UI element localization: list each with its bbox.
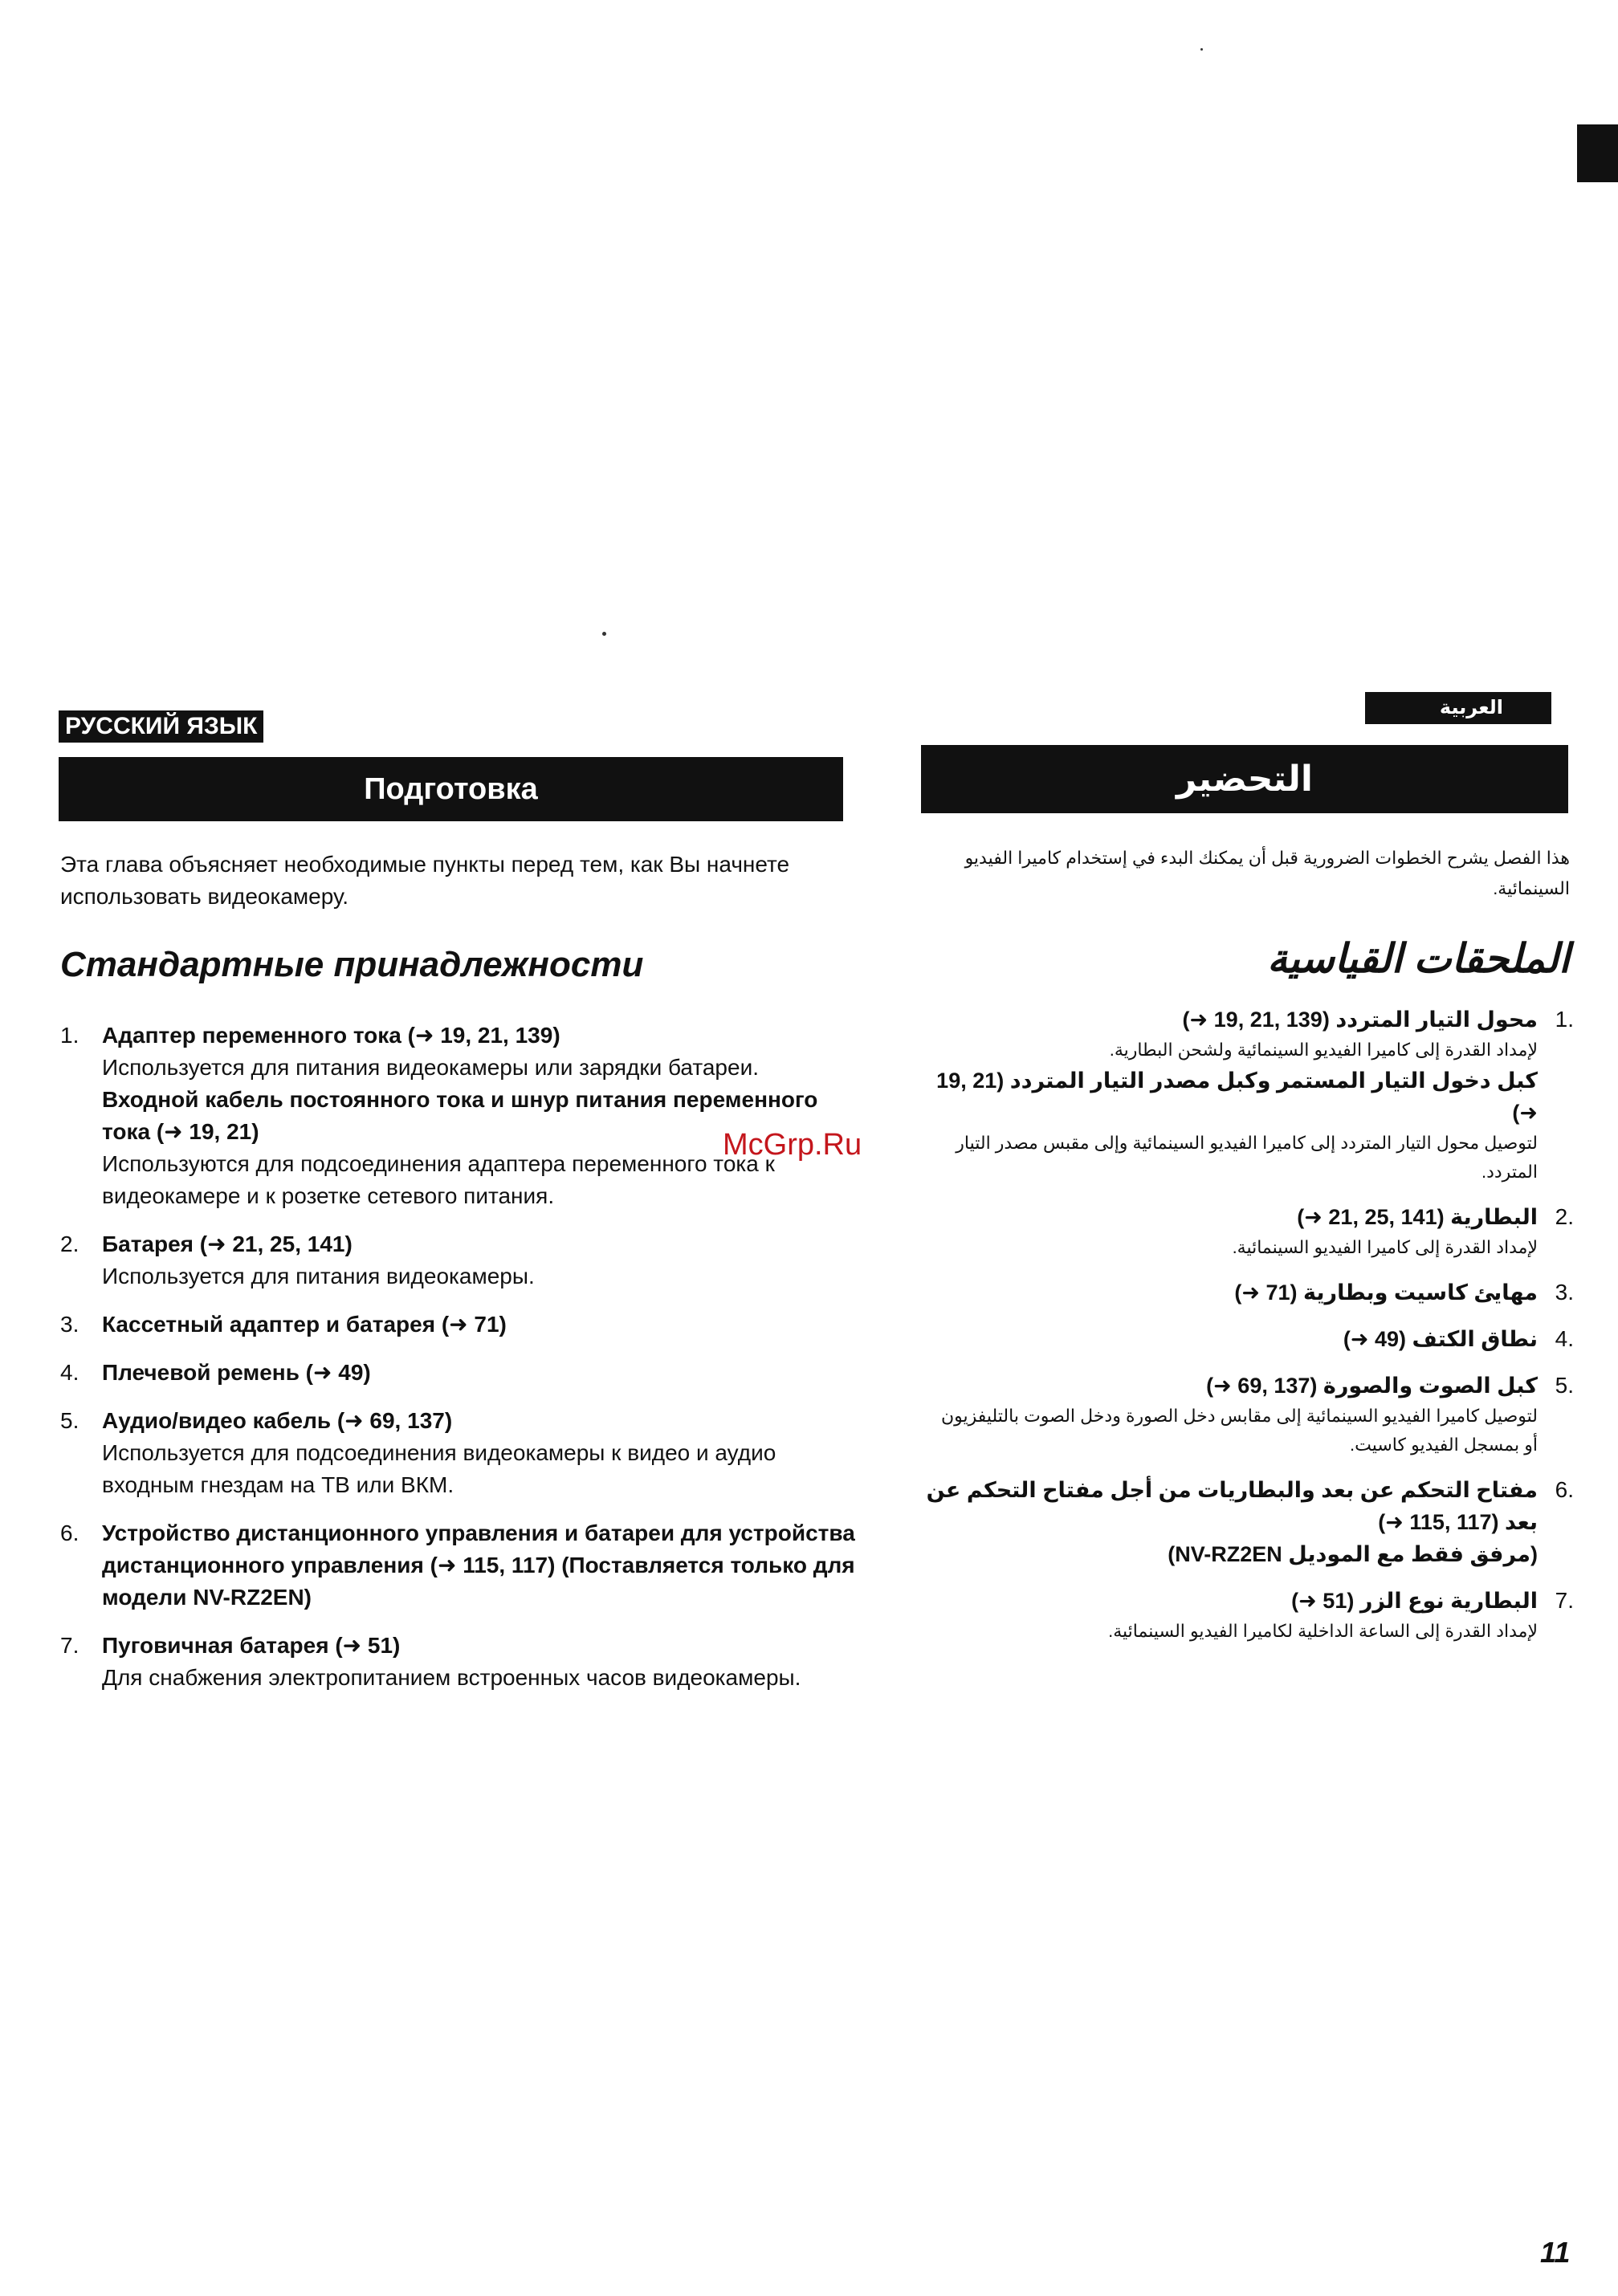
arabic-language-label xyxy=(1365,692,1551,724)
list-item xyxy=(923,1003,1574,1187)
item-heading: Плечевой ремень (➜ 49) xyxy=(102,1360,371,1385)
item-heading: كبل دخول التيار المستمر وكبل مصدر التيار المتردد (21 ,19 ➜) xyxy=(936,1069,1538,1125)
russian-accessory-list xyxy=(60,1020,863,1710)
item-description: Для снабжения электропитанием встроенных часов видеокамеры. xyxy=(102,1665,801,1690)
item-heading: البطارية (141 ,25 ,21 ➜) xyxy=(1297,1205,1538,1229)
russian-intro: Эта глава объясняет необходимые пункты перед тем, как Вы начнете использовать видеокамеру. xyxy=(60,852,790,909)
list-item xyxy=(60,1228,863,1293)
item-number: 5. xyxy=(60,1408,79,1433)
list-item xyxy=(60,1309,863,1341)
item-number: 7. xyxy=(60,1633,79,1658)
item-heading: Батарея (➜ 21, 25, 141) xyxy=(102,1231,353,1256)
list-item xyxy=(60,1405,863,1501)
item-description: لإمداد القدرة إلى الساعة الداخلية لكاميرا الفيديو السينمائية. xyxy=(1108,1621,1538,1641)
item-heading: Адаптер переменного тока (➜ 19, 21, 139) xyxy=(102,1023,560,1048)
item-number: .5 xyxy=(1555,1373,1574,1398)
item-heading: كبل الصوت والصورة (137 ,69 ➜) xyxy=(1206,1374,1538,1398)
item-description: لتوصيل كاميرا الفيديو السينمائية إلى مقابس دخل الصورة ودخل الصوت بالتليفزيون أو بمسجل الفيديو كاسيت. xyxy=(940,1406,1538,1455)
item-heading: Входной кабель постоянного тока и шнур питания переменного тока (➜ 19, 21) xyxy=(102,1087,818,1144)
item-heading: Пуговичная батарея (➜ 51) xyxy=(102,1633,401,1658)
list-item xyxy=(923,1585,1574,1646)
item-description: Используется для подсоединения видеокамеры к видео и аудио входным гнездам на ТВ или ВКМ. xyxy=(102,1440,776,1497)
item-heading: Аудио/видео кабель (➜ 69, 137) xyxy=(102,1408,453,1433)
list-item xyxy=(60,1630,863,1694)
russian-section-title: Стандартные принадлежности xyxy=(60,945,644,984)
arabic-section-title: الملحقات القياسية xyxy=(1267,936,1570,981)
list-item xyxy=(923,1370,1574,1459)
list-item xyxy=(923,1201,1574,1262)
item-number: 1. xyxy=(60,1023,79,1048)
item-number: 3. xyxy=(60,1312,79,1337)
item-description: لتوصيل محول التيار المتردد إلى كاميرا الفيديو السينمائية وإلى مقبس مصدر التيار المتردد. xyxy=(956,1133,1538,1182)
arabic-accessory-list xyxy=(923,1003,1574,1660)
item-heading: Кассетный адаптер и батарея (➜ 71) xyxy=(102,1312,507,1337)
list-item xyxy=(60,1517,863,1614)
item-heading: مهايئ كاسيت وبطارية (71 ➜) xyxy=(1234,1280,1538,1305)
item-number: 4. xyxy=(60,1360,79,1385)
arabic-intro: هذا الفصل يشرح الخطوات الضرورية قبل أن يمكنك البدء في إستخدام كاميرا الفيديو السينمائية. xyxy=(964,848,1570,898)
item-description: Используются для подсоединения адаптера переменного тока к видеокамере и к розетке сетевого питания. xyxy=(102,1151,775,1208)
russian-language-label: РУССКИЙ ЯЗЫК xyxy=(59,710,263,743)
list-item xyxy=(923,1323,1574,1355)
page-number: 11 xyxy=(1540,2236,1571,2269)
item-description: لإمداد القدرة إلى كاميرا الفيديو السينمائية. xyxy=(1232,1237,1538,1257)
item-number: .3 xyxy=(1555,1280,1574,1305)
item-description: Используется для питания видеокамеры. xyxy=(102,1264,535,1288)
list-item xyxy=(60,1020,863,1212)
item-number: .1 xyxy=(1555,1007,1574,1032)
item-number: .7 xyxy=(1555,1588,1574,1613)
item-heading: محول التيار المتردد (139 ,21 ,19 ➜) xyxy=(1182,1008,1538,1032)
item-number: .4 xyxy=(1555,1326,1574,1351)
item-heading: Устройство дистанционного управления и батареи для устройства дистанционного управления (➜ 115, 117) (Поставляется только для модели NV-RZ2EN) xyxy=(102,1520,855,1610)
item-number: 6. xyxy=(60,1520,79,1545)
item-heading: مفتاح التحكم عن بعد والبطاريات من أجل مفتاح التحكم عن بعد (117 ,115 ➜) xyxy=(926,1478,1538,1534)
item-description: Используется для питания видеокамеры или зарядки батареи. xyxy=(102,1055,759,1080)
arabic-page-title: التحضير xyxy=(1176,759,1313,799)
item-number: .2 xyxy=(1555,1204,1574,1229)
item-description: لإمداد القدرة إلى كاميرا الفيديو السينمائية ولشحن البطارية. xyxy=(1109,1040,1538,1060)
list-item xyxy=(923,1474,1574,1570)
russian-page-title: Подготовка xyxy=(364,771,538,806)
item-heading: البطارية نوع الزر (51 ➜) xyxy=(1291,1589,1538,1613)
list-item xyxy=(923,1276,1574,1309)
chapter-edge-tab xyxy=(1577,124,1618,182)
scan-dot xyxy=(1200,48,1203,51)
item-number: .6 xyxy=(1555,1477,1574,1502)
arabic-title-bar xyxy=(921,745,1568,813)
list-item xyxy=(60,1357,863,1389)
item-number: 2. xyxy=(60,1231,79,1256)
model-note: (مرفق فقط مع الموديل NV-RZ2EN) xyxy=(1168,1542,1538,1566)
watermark: McGrp.Ru xyxy=(723,1128,862,1162)
scan-dot xyxy=(602,632,606,636)
russian-title-bar xyxy=(59,757,843,821)
item-heading: نطاق الكتف (49 ➜) xyxy=(1343,1327,1538,1351)
arabic-language-text: العربية xyxy=(1439,697,1503,719)
